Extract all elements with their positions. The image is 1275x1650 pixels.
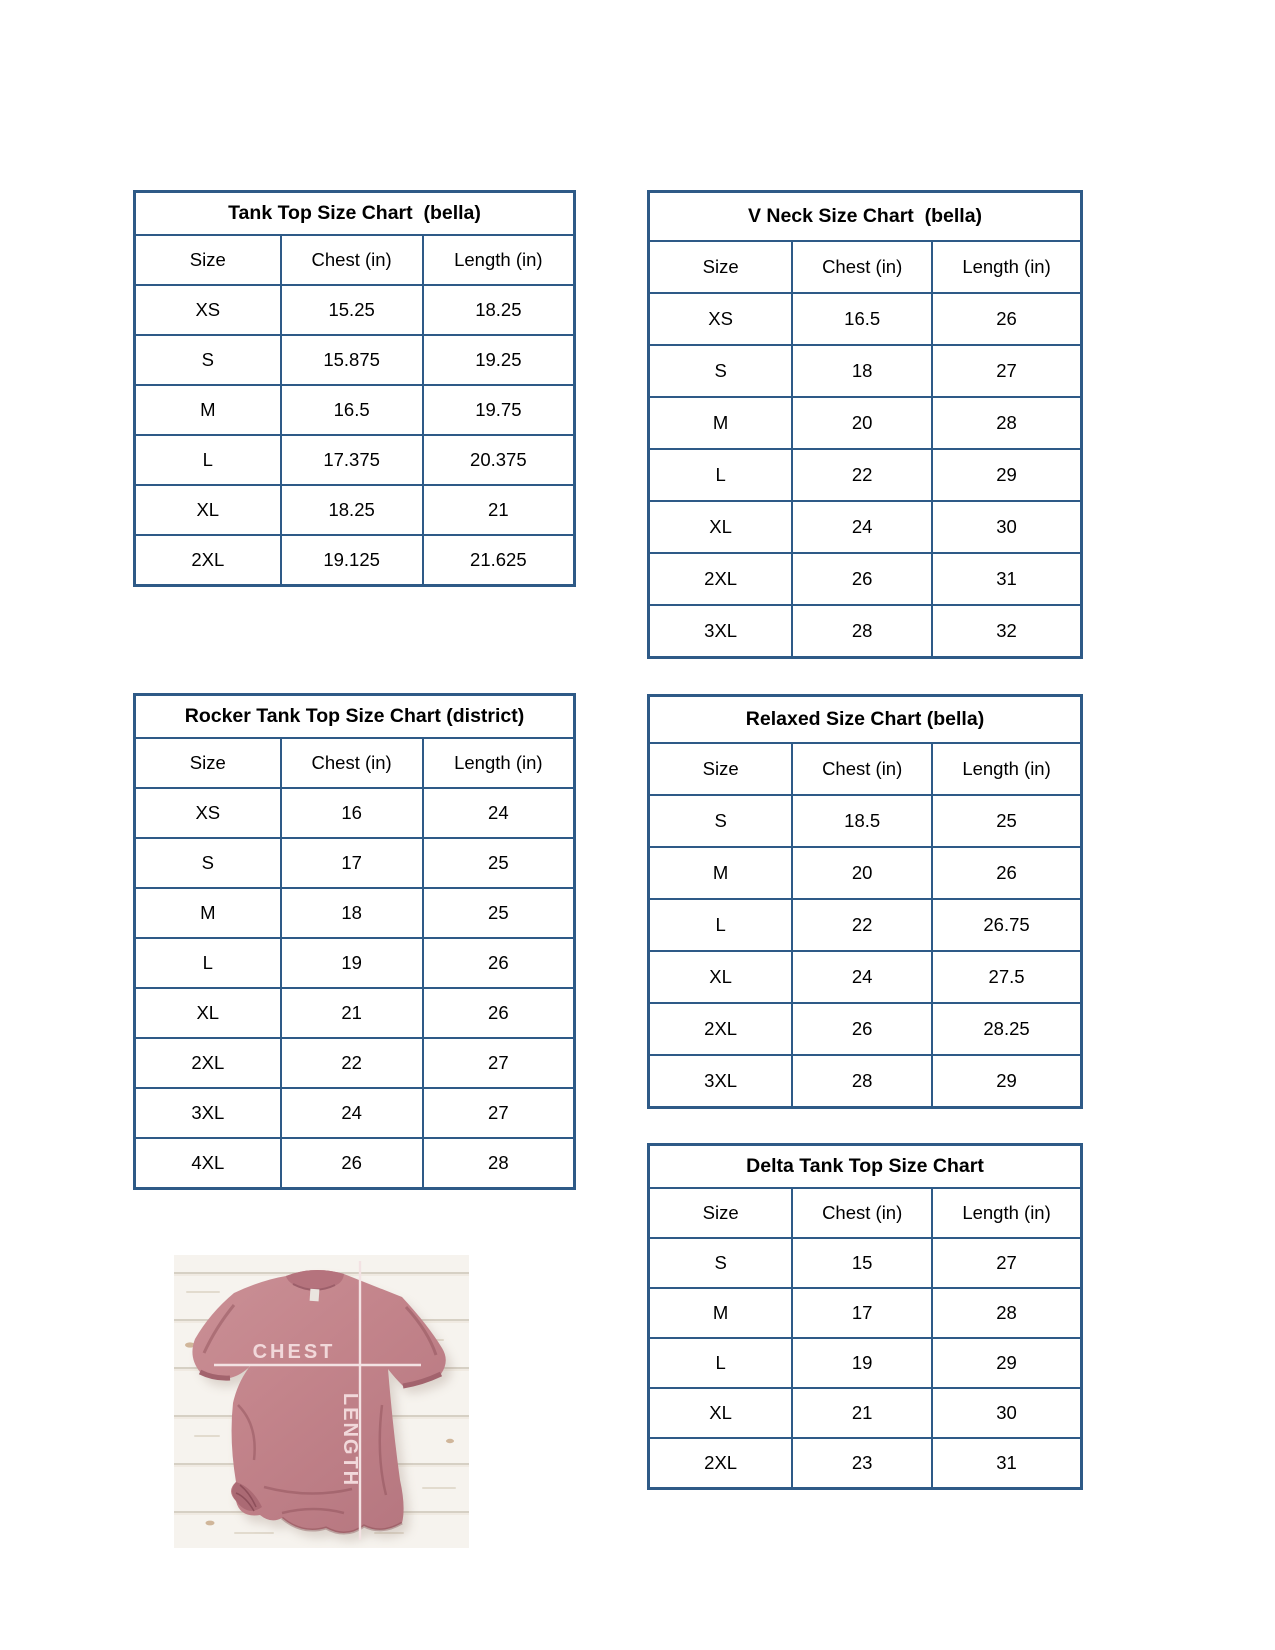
size-cell: L <box>649 1338 793 1388</box>
size-cell: S <box>649 1238 793 1288</box>
value-cell: 16 <box>281 788 423 838</box>
value-cell: 25 <box>423 888 575 938</box>
value-cell: 20 <box>792 847 932 899</box>
value-cell: 22 <box>281 1038 423 1088</box>
value-cell: 18.25 <box>423 285 575 335</box>
relaxed-size-chart-table <box>647 694 1083 1109</box>
size-cell: S <box>649 345 793 397</box>
value-cell: 15.25 <box>281 285 423 335</box>
size-cell: L <box>649 899 793 951</box>
table-row <box>135 435 575 485</box>
value-cell: 27 <box>932 345 1081 397</box>
value-cell: 26 <box>423 988 575 1038</box>
value-cell: 24 <box>792 951 932 1003</box>
title-row <box>135 695 575 739</box>
value-cell: 19 <box>792 1338 932 1388</box>
table-row <box>135 888 575 938</box>
size-cell: XL <box>649 1388 793 1438</box>
value-cell: 24 <box>792 501 932 553</box>
size-cell: M <box>649 847 793 899</box>
value-cell: 16.5 <box>281 385 423 435</box>
table-row <box>649 951 1082 1003</box>
table-row <box>135 1038 575 1088</box>
v-neck-size-chart-table <box>647 190 1083 659</box>
size-cell: XL <box>649 951 793 1003</box>
table-row <box>649 449 1082 501</box>
title-row <box>649 696 1082 744</box>
title-row <box>135 192 575 236</box>
size-cell: 3XL <box>135 1088 281 1138</box>
rocker-tank-top-size-chart-table <box>133 693 576 1190</box>
table-row <box>649 501 1082 553</box>
value-cell: 29 <box>932 449 1081 501</box>
tank-top-size-chart-table <box>133 190 576 587</box>
table-row <box>649 397 1082 449</box>
value-cell: 17 <box>792 1288 932 1338</box>
value-cell: 21 <box>792 1388 932 1438</box>
table-row <box>135 1088 575 1138</box>
value-cell: 32 <box>932 605 1081 658</box>
value-cell: 28 <box>792 1055 932 1108</box>
table-row <box>649 1438 1082 1489</box>
value-cell: 31 <box>932 553 1081 605</box>
size-cell: XS <box>135 285 281 335</box>
header-row <box>135 235 575 285</box>
size-cell: XL <box>649 501 793 553</box>
value-cell: 25 <box>423 838 575 888</box>
column-header: Chest (in) <box>281 235 423 285</box>
table-row <box>649 1338 1082 1388</box>
title-row <box>649 1145 1082 1189</box>
size-cell: S <box>135 838 281 888</box>
value-cell: 27 <box>932 1238 1081 1288</box>
table-row <box>649 1288 1082 1338</box>
table-row <box>649 1003 1082 1055</box>
value-cell: 29 <box>932 1055 1081 1108</box>
value-cell: 22 <box>792 899 932 951</box>
value-cell: 26 <box>792 553 932 605</box>
table-row <box>135 988 575 1038</box>
table-row <box>135 938 575 988</box>
table-row <box>649 847 1082 899</box>
header-row <box>135 738 575 788</box>
size-cell: 2XL <box>649 553 793 605</box>
column-header: Chest (in) <box>792 1188 932 1238</box>
table-row <box>649 795 1082 847</box>
table-row <box>135 838 575 888</box>
chest-label: CHEST <box>252 1341 336 1363</box>
size-cell: 4XL <box>135 1138 281 1189</box>
size-cell: XL <box>135 485 281 535</box>
column-header: Length (in) <box>423 235 575 285</box>
tank-top-size-chart <box>133 190 576 587</box>
value-cell: 19.125 <box>281 535 423 586</box>
value-cell: 27 <box>423 1088 575 1138</box>
column-header: Size <box>649 743 793 795</box>
value-cell: 28 <box>932 1288 1081 1338</box>
size-cell: M <box>649 1288 793 1338</box>
table-row <box>649 1238 1082 1288</box>
value-cell: 16.5 <box>792 293 932 345</box>
size-cell: 3XL <box>649 1055 793 1108</box>
rocker-tank-top-size-chart <box>133 693 576 1190</box>
value-cell: 26 <box>932 847 1081 899</box>
value-cell: 26 <box>423 938 575 988</box>
column-header: Size <box>135 738 281 788</box>
v-neck-size-chart <box>647 190 1083 659</box>
table-title: Delta Tank Top Size Chart <box>649 1145 1082 1189</box>
size-cell: S <box>135 335 281 385</box>
value-cell: 24 <box>281 1088 423 1138</box>
table-title: V Neck Size Chart (bella) <box>649 192 1082 242</box>
table-title: Tank Top Size Chart (bella) <box>135 192 575 236</box>
tshirt-measurement-photo <box>174 1255 469 1548</box>
size-cell: M <box>135 385 281 435</box>
value-cell: 28 <box>792 605 932 658</box>
value-cell: 20 <box>792 397 932 449</box>
table-row <box>649 1055 1082 1108</box>
table-row <box>649 345 1082 397</box>
table-row <box>135 788 575 838</box>
size-cell: XL <box>135 988 281 1038</box>
table-row <box>649 605 1082 658</box>
header-row <box>649 1188 1082 1238</box>
table-row <box>649 1388 1082 1438</box>
value-cell: 21.625 <box>423 535 575 586</box>
table-row <box>649 553 1082 605</box>
value-cell: 28 <box>423 1138 575 1189</box>
header-row <box>649 241 1082 293</box>
value-cell: 26.75 <box>932 899 1081 951</box>
column-header: Chest (in) <box>792 743 932 795</box>
size-cell: XS <box>135 788 281 838</box>
size-cell: S <box>649 795 793 847</box>
table-row <box>135 1138 575 1189</box>
column-header: Size <box>135 235 281 285</box>
size-cell: XS <box>649 293 793 345</box>
size-cell: 3XL <box>649 605 793 658</box>
value-cell: 18 <box>281 888 423 938</box>
table-title: Rocker Tank Top Size Chart (district) <box>135 695 575 739</box>
value-cell: 22 <box>792 449 932 501</box>
delta-tank-top-size-chart <box>647 1143 1083 1490</box>
column-header: Size <box>649 1188 793 1238</box>
column-header: Length (in) <box>932 743 1081 795</box>
value-cell: 17.375 <box>281 435 423 485</box>
table-row <box>135 285 575 335</box>
relaxed-size-chart <box>647 694 1083 1109</box>
size-cell: M <box>135 888 281 938</box>
column-header: Length (in) <box>932 241 1081 293</box>
value-cell: 19.25 <box>423 335 575 385</box>
size-cell: M <box>649 397 793 449</box>
title-row <box>649 192 1082 242</box>
column-header: Size <box>649 241 793 293</box>
value-cell: 28.25 <box>932 1003 1081 1055</box>
table-row <box>135 485 575 535</box>
value-cell: 17 <box>281 838 423 888</box>
value-cell: 19 <box>281 938 423 988</box>
size-cell: L <box>135 938 281 988</box>
value-cell: 15.875 <box>281 335 423 385</box>
size-cell: L <box>135 435 281 485</box>
table-row <box>135 535 575 586</box>
value-cell: 15 <box>792 1238 932 1288</box>
size-cell: 2XL <box>135 535 281 586</box>
value-cell: 20.375 <box>423 435 575 485</box>
length-label: LENGTH <box>339 1392 361 1488</box>
value-cell: 18 <box>792 345 932 397</box>
value-cell: 27.5 <box>932 951 1081 1003</box>
value-cell: 30 <box>932 1388 1081 1438</box>
table-title: Relaxed Size Chart (bella) <box>649 696 1082 744</box>
value-cell: 19.75 <box>423 385 575 435</box>
value-cell: 30 <box>932 501 1081 553</box>
value-cell: 21 <box>423 485 575 535</box>
value-cell: 28 <box>932 397 1081 449</box>
table-row <box>649 899 1082 951</box>
value-cell: 26 <box>932 293 1081 345</box>
column-header: Length (in) <box>932 1188 1081 1238</box>
value-cell: 26 <box>281 1138 423 1189</box>
value-cell: 26 <box>792 1003 932 1055</box>
value-cell: 21 <box>281 988 423 1038</box>
table-row <box>135 335 575 385</box>
value-cell: 23 <box>792 1438 932 1489</box>
column-header: Length (in) <box>423 738 575 788</box>
column-header: Chest (in) <box>792 241 932 293</box>
value-cell: 31 <box>932 1438 1081 1489</box>
table-row <box>649 293 1082 345</box>
size-cell: 2XL <box>649 1003 793 1055</box>
size-cell: 2XL <box>135 1038 281 1088</box>
header-row <box>649 743 1082 795</box>
column-header: Chest (in) <box>281 738 423 788</box>
table-row <box>135 385 575 435</box>
delta-tank-top-size-chart-table <box>647 1143 1083 1490</box>
value-cell: 25 <box>932 795 1081 847</box>
value-cell: 18.25 <box>281 485 423 535</box>
value-cell: 29 <box>932 1338 1081 1388</box>
size-cell: 2XL <box>649 1438 793 1489</box>
size-cell: L <box>649 449 793 501</box>
value-cell: 18.5 <box>792 795 932 847</box>
tshirt-photo-svg <box>174 1255 469 1548</box>
collar-tag <box>310 1289 320 1302</box>
value-cell: 27 <box>423 1038 575 1088</box>
value-cell: 24 <box>423 788 575 838</box>
